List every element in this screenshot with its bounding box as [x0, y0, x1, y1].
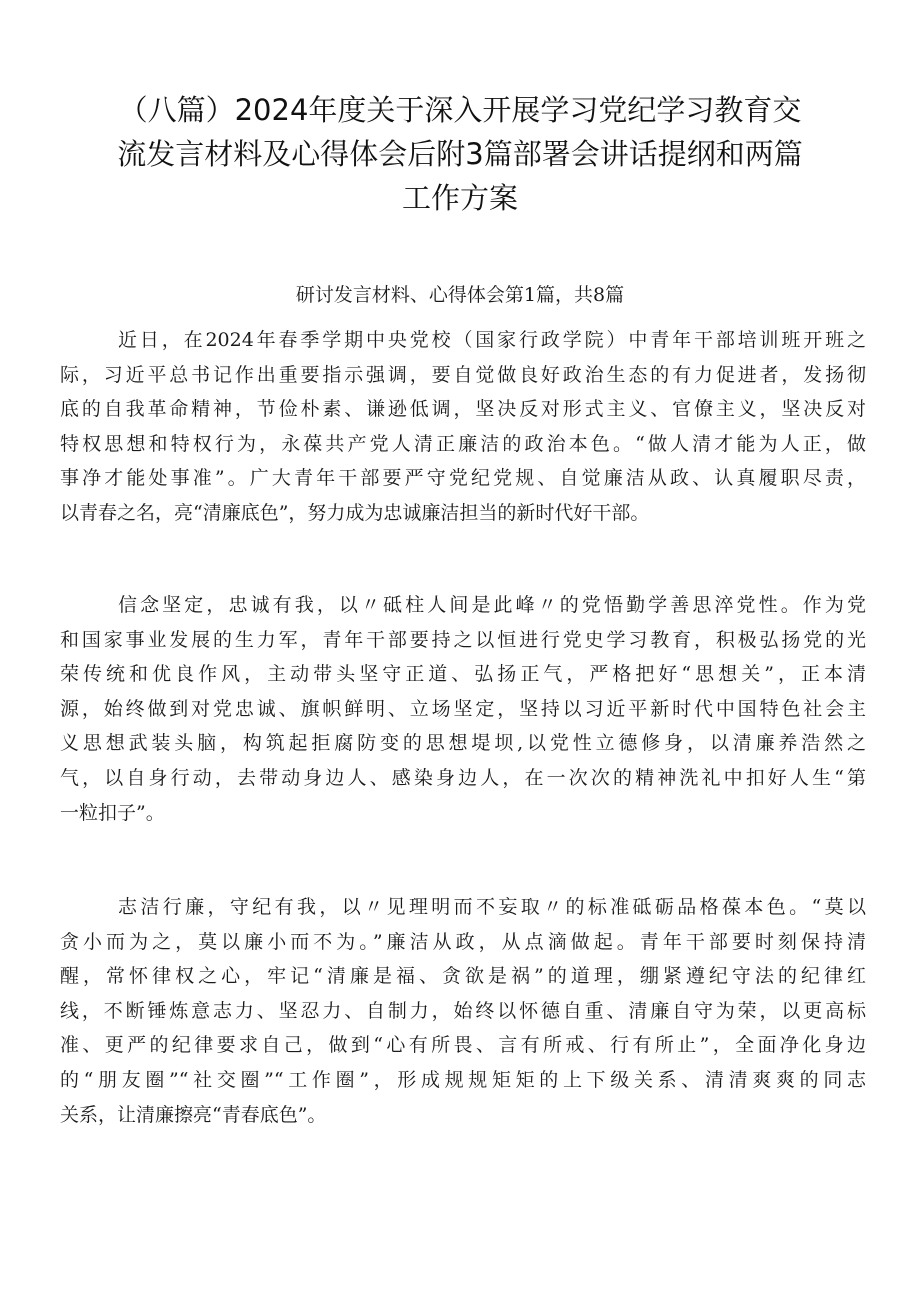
paragraph-line: 和国家事业发展的生力军，青年干部要持之以恒进行党史学习教育，积极弘扬党的光 [60, 628, 866, 651]
paragraph-line: 关系，让清廉擦亮“青春底色”。 [60, 1103, 327, 1126]
paragraph-line: 源，始终做到对党忠诚、旗帜鲜明、立场坚定，坚持以习近平新时代中国特色社会主 [60, 697, 866, 720]
paragraph-line: 信念坚定，忠诚有我，以〃砥柱人间是此峰〃的党悟勤学善思淬党性。作为党 [118, 594, 866, 616]
paragraph-line: 醒，常怀律权之心，牢记“清廉是福、贪欲是祸”的道理，绷紧遵纪守法的纪律红 [60, 965, 866, 988]
title-line: 流发言材料及心得体会后附3篇部署会讲话提纲和两篇 [117, 137, 803, 171]
section-subtitle: 研讨发言材料、心得体会第1篇，共8篇 [295, 284, 625, 306]
document-title [90, 88, 830, 220]
paragraph-line: 特权思想和特权行为，永葆共产党人清正廉洁的政治本色。“做人清才能为人正，做 [60, 432, 866, 455]
paragraph-line: 线，不断锤炼意志力、坚忍力、自制力，始终以怀德自重、清廉自守为荣，以更高标 [60, 999, 866, 1022]
paragraph-line: 以青春之名，亮“清廉底色”，努力成为忠诚廉洁担当的新时代好干部。 [60, 501, 650, 524]
paragraph-1 [60, 323, 866, 531]
paragraph-line: 贪小而为之，莫以廉小而不为。”廉洁从政，从点滴做起。青年干部要时刻保持清 [60, 930, 866, 953]
paragraph-line: 荣传统和优良作风，主动带头坚守正道、弘扬正气，严格把好“思想关”，正本清 [60, 663, 866, 686]
paragraph-3 [60, 890, 866, 1132]
paragraph-2 [60, 588, 866, 830]
paragraph-line: 气，以自身行动，去带动身边人、感染身边人，在一次次的精神洗礼中扣好人生“第 [60, 766, 866, 789]
paragraph-line: 底的自我革命精神，节俭朴素、谦逊低调，坚决反对形式主义、官僚主义，坚决反对 [60, 398, 866, 421]
paragraph-line: 近日，在2024年春季学期中央党校（国家行政学院）中青年干部培训班开班之 [118, 329, 866, 351]
title-line: 工作方案 [401, 181, 518, 215]
title-line: （八篇）2024年度关于深入开展学习党纪学习教育交 [118, 93, 802, 127]
paragraph-line: 的“朋友圈”“社交圈”“工作圈”，形成规规矩矩的上下级关系、清清爽爽的同志 [60, 1068, 866, 1091]
paragraph-line: 一粒扣子”。 [60, 801, 165, 824]
paragraph-line: 义思想武装头脑，构筑起拒腐防变的思想堤坝,以党性立德修身，以清廉养浩然之 [60, 732, 866, 755]
paragraph-line: 事净才能处事准”。广大青年干部要严守党纪党规、自觉廉洁从政、认真履职尽责， [60, 467, 866, 490]
paragraph-line: 准、更严的纪律要求自己，做到“心有所畏、言有所戒、行有所止”，全面净化身边 [60, 1034, 866, 1057]
paragraph-line: 志洁行廉，守纪有我，以〃见理明而不妄取〃的标准砥砺品格葆本色。“莫以 [118, 896, 866, 918]
paragraph-line: 际，习近平总书记作出重要指示强调，要自觉做良好政治生态的有力促进者，发扬彻 [60, 363, 866, 386]
